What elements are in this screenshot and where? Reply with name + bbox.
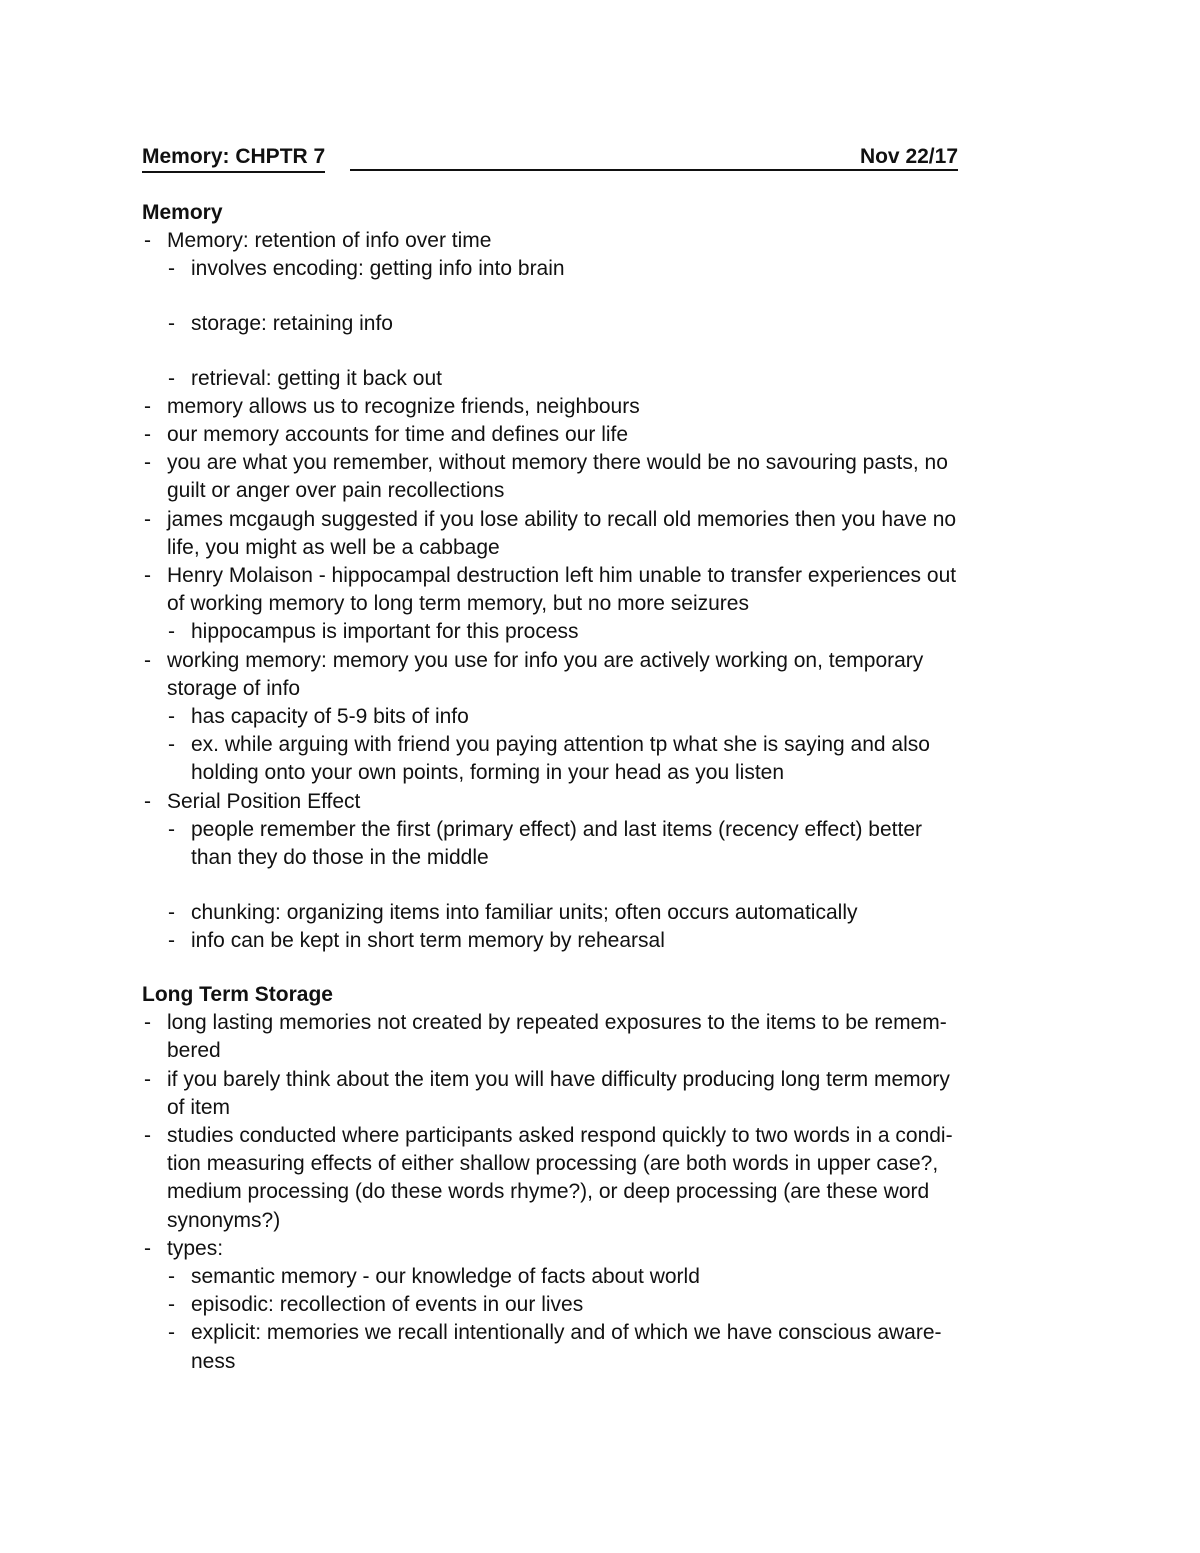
list-item-text: retrieval: getting it back out bbox=[191, 366, 442, 390]
list-item-text: chunking: organizing items into familiar units; often occurs automatically bbox=[191, 900, 858, 924]
list-item bbox=[142, 1235, 1062, 1263]
bullet-dash: - bbox=[144, 564, 151, 587]
list-item-text: hippocampus is important for this process bbox=[191, 620, 579, 644]
bullet-dash: - bbox=[144, 422, 151, 446]
bullet-dash: - bbox=[168, 928, 175, 952]
list-item bbox=[142, 255, 1062, 283]
list-item-text: involves encoding: getting info into brain bbox=[191, 257, 565, 281]
list-item bbox=[142, 731, 1062, 787]
bullet-list bbox=[142, 1009, 1062, 1376]
bullet-dash: - bbox=[144, 394, 151, 418]
section-memory bbox=[142, 199, 1062, 955]
list-item-text: tion measuring effects of either shallow processing (are both words in upper case?, bbox=[167, 1152, 939, 1176]
bullet-dash: - bbox=[168, 311, 175, 335]
bullet-dash: - bbox=[144, 451, 151, 475]
list-item-text: synonyms?) bbox=[167, 1208, 281, 1232]
list-item-text: people remember the first (primary effect) and last items (recency effect) better bbox=[191, 817, 923, 841]
list-item bbox=[142, 1291, 1062, 1319]
bullet-dash: - bbox=[144, 1067, 151, 1091]
list-item bbox=[142, 562, 1062, 618]
list-item-text: working memory: memory you use for info you are actively working on, temporary bbox=[167, 648, 924, 672]
list-item-text: of working memory to long term memory, but no more seizures bbox=[167, 592, 749, 616]
list-item-text: studies conducted where participants asked respond quickly to two words in a condi- bbox=[167, 1124, 953, 1147]
list-item-text: medium processing (do these words rhyme?), or deep processing (are these word bbox=[167, 1180, 930, 1204]
list-item bbox=[142, 899, 1062, 927]
bullet-dash: - bbox=[168, 733, 175, 757]
list-item bbox=[142, 365, 1062, 393]
list-item bbox=[142, 449, 1062, 505]
list-item-text: guilt or anger over pain recollections bbox=[167, 479, 505, 503]
list-item bbox=[142, 703, 1062, 731]
list-item bbox=[142, 1066, 1062, 1122]
bullet-dash: - bbox=[144, 507, 151, 531]
bullet-dash: - bbox=[168, 1321, 175, 1345]
bullet-dash: - bbox=[168, 257, 175, 281]
list-item bbox=[142, 788, 1062, 816]
list-item bbox=[142, 647, 1062, 703]
list-item bbox=[142, 927, 1062, 955]
list-item bbox=[142, 1122, 1062, 1235]
list-item bbox=[142, 393, 1062, 421]
list-item-text: ex. while arguing with friend you paying attention tp what she is saying and also bbox=[191, 733, 930, 757]
list-item-text: Henry Molaison - hippocampal destruction left him unable to transfer experiences out bbox=[167, 564, 957, 587]
bullet-dash: - bbox=[168, 366, 175, 390]
list-item bbox=[142, 1319, 1062, 1375]
list-item-text: ness bbox=[191, 1349, 236, 1373]
bullet-dash: - bbox=[144, 648, 151, 672]
list-item bbox=[142, 227, 1062, 255]
list-item-text: of item bbox=[167, 1095, 231, 1119]
list-item-text: types: bbox=[167, 1236, 224, 1260]
list-item bbox=[142, 421, 1062, 449]
list-item-text: life, you might as well be a cabbage bbox=[167, 535, 500, 559]
section-heading: Memory bbox=[142, 201, 223, 224]
bullet-list bbox=[142, 227, 1062, 955]
page-header bbox=[142, 143, 958, 173]
section-long-term-storage bbox=[142, 981, 1062, 1376]
list-item-text: explicit: memories we recall intentionally and of which we have conscious aware- bbox=[191, 1321, 942, 1345]
list-item bbox=[142, 1009, 1062, 1065]
list-item-text: info can be kept in short term memory by rehearsal bbox=[191, 928, 665, 952]
page-title: Memory: CHPTR 7 bbox=[142, 143, 325, 173]
bullet-dash: - bbox=[144, 1124, 151, 1147]
list-item-text: if you barely think about the item you will have difficulty producing long term memory bbox=[167, 1067, 950, 1091]
list-item bbox=[142, 1263, 1062, 1291]
list-item-text: you are what you remember, without memory there would be no savouring pasts, no bbox=[167, 451, 948, 475]
list-item bbox=[142, 816, 1062, 872]
bullet-dash: - bbox=[144, 1011, 151, 1035]
list-item-text: storage of info bbox=[167, 676, 301, 700]
list-item-text: than they do those in the middle bbox=[191, 846, 489, 870]
list-item bbox=[142, 310, 1062, 338]
list-item-text: memory allows us to recognize friends, neighbours bbox=[167, 394, 640, 418]
list-item-text: holding onto your own points, forming in your head as you listen bbox=[191, 761, 785, 785]
section-heading: Long Term Storage bbox=[142, 983, 333, 1006]
bullet-dash: - bbox=[168, 620, 175, 644]
list-item-text: semantic memory - our knowledge of facts about world bbox=[191, 1265, 700, 1289]
list-item bbox=[142, 618, 1062, 646]
list-item-text: storage: retaining info bbox=[191, 311, 393, 335]
list-item-text: our memory accounts for time and defines our life bbox=[167, 422, 629, 446]
bullet-dash: - bbox=[168, 1293, 175, 1317]
bullet-dash: - bbox=[144, 789, 151, 813]
list-item-text: bered bbox=[167, 1039, 221, 1063]
list-item-text: Serial Position Effect bbox=[167, 789, 361, 813]
bullet-dash: - bbox=[144, 229, 151, 253]
bullet-dash: - bbox=[168, 1265, 175, 1289]
list-item bbox=[142, 506, 1062, 562]
list-item-text: episodic: recollection of events in our lives bbox=[191, 1293, 584, 1317]
bullet-dash: - bbox=[168, 900, 175, 924]
list-item-text: has capacity of 5-9 bits of info bbox=[191, 705, 469, 729]
bullet-dash: - bbox=[168, 705, 175, 729]
bullet-dash: - bbox=[144, 1236, 151, 1260]
page-date: Nov 22/17 bbox=[859, 145, 958, 168]
list-item-text: long lasting memories not created by repeated exposures to the items to be remem- bbox=[167, 1011, 947, 1035]
list-item-text: james mcgaugh suggested if you lose ability to recall old memories then you have no bbox=[167, 507, 957, 531]
list-item-text: Memory: retention of info over time bbox=[167, 229, 492, 253]
bullet-dash: - bbox=[168, 817, 175, 841]
